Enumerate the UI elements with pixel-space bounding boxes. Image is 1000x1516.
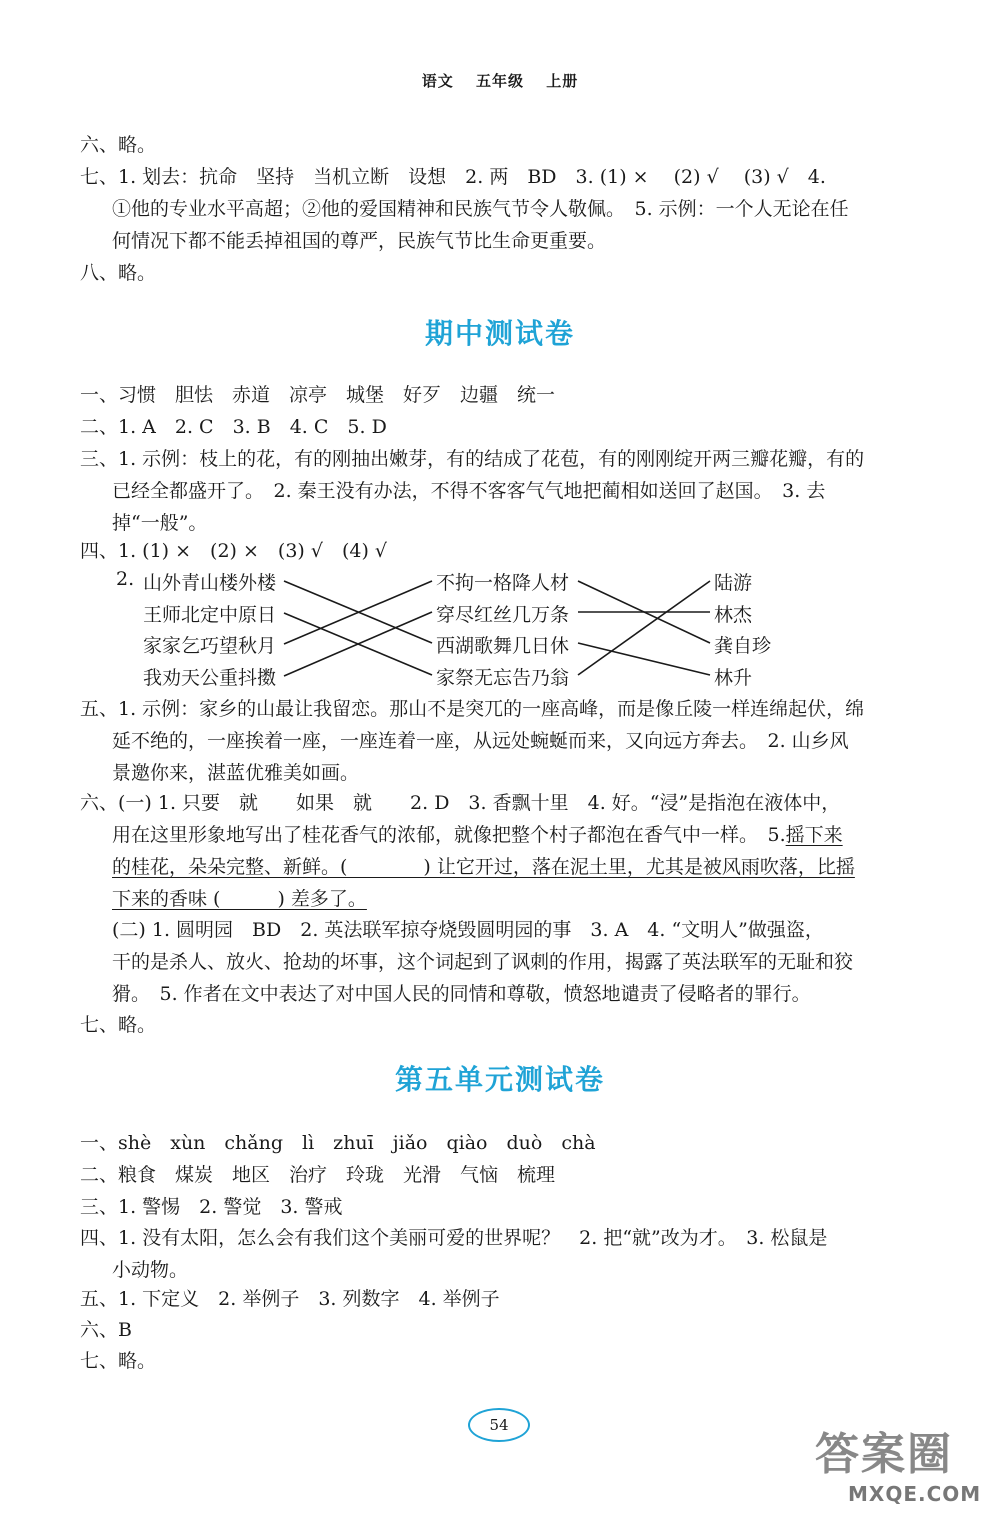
match-line-mid4-right1 bbox=[578, 581, 710, 675]
match-line-left3-mid1 bbox=[284, 581, 432, 644]
header-grade: 五年级 bbox=[475, 72, 524, 90]
page-header bbox=[0, 70, 1000, 91]
midterm-q6-line3: 的桂花，朵朵完整、新鲜。( ) 让它开过，落在泥土里，尤其是被风雨吹落，比摇 bbox=[112, 856, 855, 878]
midterm-q6-line2-text: 用在这里形象地写出了桂花香气的浓郁，就像把整个村子都泡在香气中一样。 5. bbox=[112, 824, 786, 846]
unit5-q6: 六、B bbox=[80, 1319, 132, 1341]
prev-q7-line3: 何情况下都不能丢掉祖国的尊严，民族气节比生命更重要。 bbox=[112, 230, 607, 252]
midterm-title: 期中测试卷 bbox=[424, 317, 575, 350]
midterm-q2: 二、1. A 2. C 3. B 4. C 5. D bbox=[80, 416, 387, 438]
match-number: 2. bbox=[116, 568, 135, 590]
match-left-4: 我劝天公重抖擞 bbox=[143, 667, 277, 689]
unit5-q1: 一、shè xùn chǎng lì zhuī jiǎo qiào duò chà bbox=[80, 1132, 596, 1154]
match-left-1: 山外青山楼外楼 bbox=[143, 572, 277, 594]
match-right-4: 林升 bbox=[714, 667, 753, 689]
match-right-1: 陆游 bbox=[714, 572, 753, 594]
match-line-left1-mid3 bbox=[284, 581, 432, 643]
match-left-3: 家家乞巧望秋月 bbox=[143, 635, 277, 657]
midterm-q6b-line3: 猾。 5. 作者在文中表达了对中国人民的同情和尊敬，愤怒地谴责了侵略者的罪行。 bbox=[112, 983, 811, 1005]
midterm-q6-line4: 下来的香味 ( ) 差多了。 bbox=[112, 888, 367, 910]
midterm-q7: 七、略。 bbox=[80, 1014, 157, 1036]
match-right-3: 龚自珍 bbox=[714, 635, 772, 657]
page-number: 54 bbox=[468, 1408, 530, 1442]
match-middle-1: 不拘一格降人材 bbox=[436, 572, 570, 594]
midterm-q4-line1: 四、1. (1) × (2) × (3) √ (4) √ bbox=[80, 540, 388, 562]
match-line-left2-mid4 bbox=[284, 613, 432, 675]
watermark-logo: 答案圈 bbox=[815, 1429, 953, 1480]
header-subject: 语文 bbox=[421, 72, 454, 90]
match-line-mid3-right4 bbox=[578, 643, 710, 675]
unit5-q4-line1: 四、1. 没有太阳，怎么会有我们这个美丽可爱的世界呢？ 2. 把“就”改为才。 3. 松鼠是 bbox=[80, 1227, 828, 1249]
match-line-mid1-right3 bbox=[578, 581, 710, 643]
midterm-q5-line2: 延不绝的，一座挨着一座，一座连着一座，从远处蜿蜒而来，又向远方奔去。 2. 山乡风 bbox=[112, 730, 849, 752]
midterm-q3-line1: 三、1. 示例：枝上的花，有的刚抽出嫩芽，有的结成了花苞，有的刚刚绽开两三瓣花瓣，有的 bbox=[80, 448, 865, 470]
match-left-2: 王师北定中原日 bbox=[143, 604, 277, 626]
unit5-q3: 三、1. 警惕 2. 警觉 3. 警戒 bbox=[80, 1196, 343, 1218]
match-right-2: 林杰 bbox=[714, 604, 753, 626]
midterm-q6b-line2: 干的是杀人、放火、抢劫的坏事，这个词起到了讽刺的作用，揭露了英法联军的无耻和狡 bbox=[112, 951, 854, 973]
midterm-q3-line2: 已经全都盛开了。 2. 秦王没有办法，不得不客客气气地把蔺相如送回了赵国。 3. 去 bbox=[112, 480, 826, 502]
midterm-q6-line2-underlined: 摇下来 bbox=[785, 824, 843, 846]
unit5-q5: 五、1. 下定义 2. 举例子 3. 列数字 4. 举例子 bbox=[80, 1288, 500, 1310]
prev-q7-line2: ①他的专业水平高超；②他的爱国精神和民族气节令人敬佩。 5. 示例：一个人无论在任 bbox=[112, 198, 849, 220]
prev-q6: 六、略。 bbox=[80, 134, 157, 156]
unit5-q2: 二、粮食 煤炭 地区 治疗 玲珑 光滑 气恼 梳理 bbox=[80, 1164, 556, 1186]
midterm-q3-line3: 掉“一般”。 bbox=[112, 512, 208, 534]
match-line-left4-mid2 bbox=[284, 612, 432, 676]
watermark-url: MXQE.COM bbox=[848, 1482, 982, 1506]
prev-q8: 八、略。 bbox=[80, 262, 157, 284]
midterm-q6-line1: 六、(一) 1. 只要 就 如果 就 2. D 3. 香飘十里 4. 好。“浸”是指泡在液体中， bbox=[80, 792, 841, 814]
match-middle-4: 家祭无忘告乃翁 bbox=[436, 667, 570, 689]
unit5-title: 第五单元测试卷 bbox=[394, 1063, 605, 1096]
match-middle-3: 西湖歌舞几日休 bbox=[436, 635, 570, 657]
midterm-q5-line3: 景邀你来，湛蓝优雅美如画。 bbox=[112, 762, 360, 784]
unit5-q7: 七、略。 bbox=[80, 1350, 157, 1372]
match-middle-2: 穿尽红丝几万条 bbox=[436, 604, 570, 626]
midterm-q5-line1: 五、1. 示例：家乡的山最让我留恋。那山不是突兀的一座高峰，而是像丘陵一样连绵起伏，绵 bbox=[80, 698, 865, 720]
midterm-q6b-line1: (二) 1. 圆明园 BD 2. 英法联军掠夺烧毁圆明园的事 3. A 4. “文明人”做强盗， bbox=[112, 919, 824, 941]
unit5-q4-line2: 小动物。 bbox=[112, 1259, 189, 1281]
prev-q7-line1: 七、1. 划去：抗命 坚持 当机立断 设想 2. 两 BD 3. (1) × (2) √ (3) √ 4. bbox=[80, 166, 826, 188]
midterm-q1: 一、习惯 胆怯 赤道 凉亭 城堡 好歹 边疆 统一 bbox=[80, 384, 556, 406]
midterm-q6-line2 bbox=[112, 820, 843, 847]
header-volume: 上册 bbox=[546, 72, 579, 90]
